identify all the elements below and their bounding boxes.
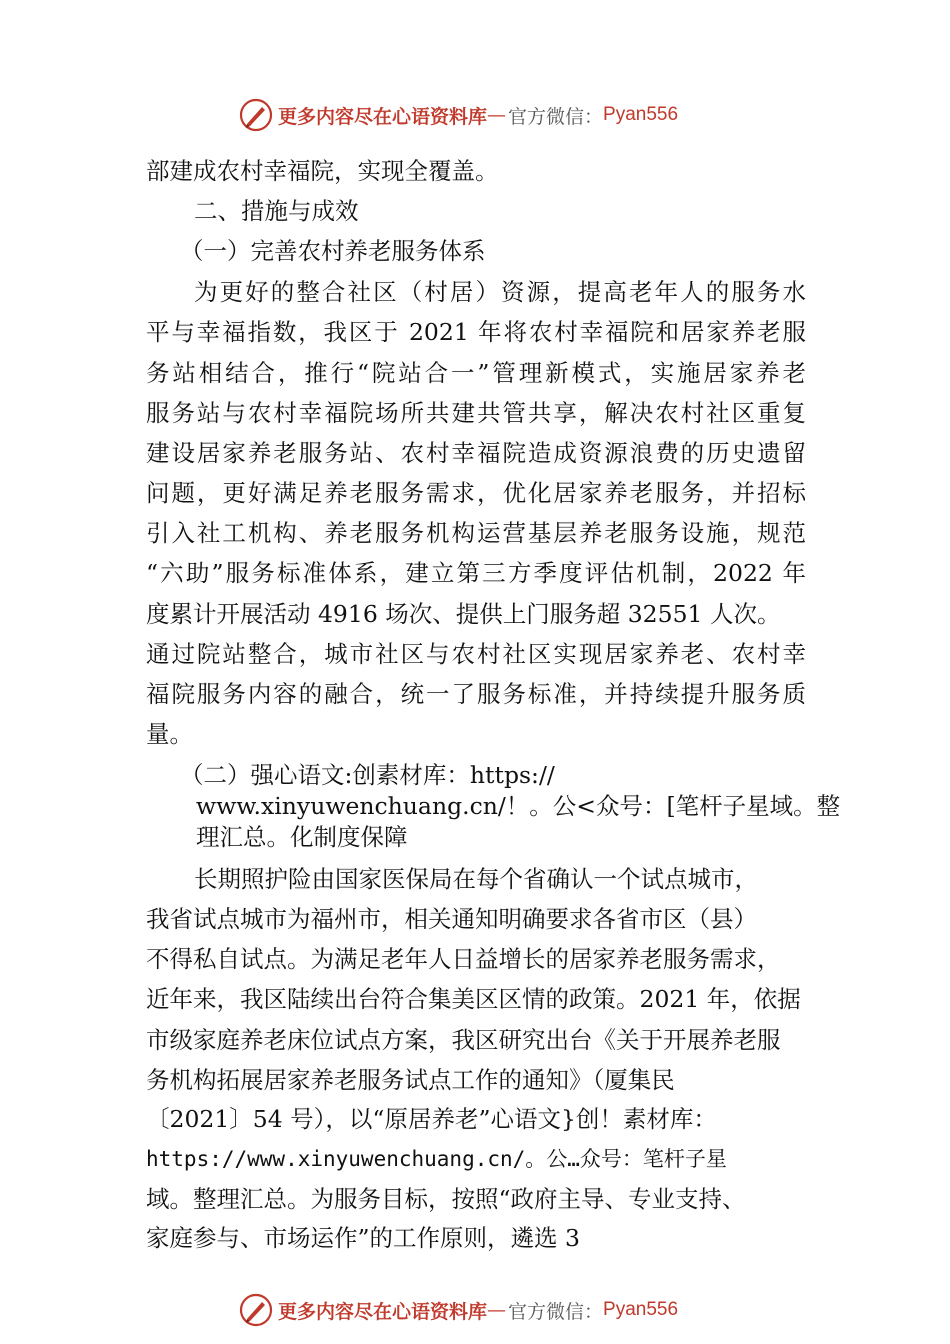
section-heading: 二、措施与成效 xyxy=(194,197,359,225)
text-line: 建设居家养老服务站、农村幸福院造成资源浪费的历史遗留 xyxy=(146,439,806,467)
pen-logo-icon xyxy=(238,97,274,133)
text-line: 福院服务内容的融合，统一了服务标准，并持续提升服务质 xyxy=(146,680,806,708)
banner-main-text: 更多内容尽在心语资料库 xyxy=(278,105,488,128)
text-line: 服务站与农村幸福院场所共建共管共享，解决农村社区重复 xyxy=(146,399,806,427)
text-line: 为更好的整合社区（村居）资源，提高老年人的服务水 xyxy=(194,278,806,306)
banner-wechat-id: Pyan556 xyxy=(603,104,679,125)
pen-logo-icon xyxy=(238,1292,274,1328)
banner-wechat-id: Pyan556 xyxy=(603,1299,679,1320)
text-line: 度累计开展活动 4916 场次、提供上门服务超 32551 人次。 xyxy=(146,600,781,628)
text-line: 〔2021〕54 号），以“原居养老”心语文}创！素材库： xyxy=(146,1105,717,1133)
text-line: 平与幸福指数，我区于 2021 年将农村幸福院和居家养老服 xyxy=(146,318,806,346)
text-line: www.xinyuwenchuang.cn/！。公<众号：[笔杆子星域。整 xyxy=(196,792,841,820)
text-line: 我省试点城市为福州市，相关通知明确要求各省市区（县） xyxy=(146,905,757,933)
banner-wechat-label: 官方微信： xyxy=(508,105,604,128)
subsection-heading-watermarked: （二）强心语文:创素材库：https:// xyxy=(180,761,555,789)
text-line: “六助”服务标准体系，建立第三方季度评估机制，2022 年 xyxy=(146,559,806,587)
text-line: 通过院站整合，城市社区与农村社区实现居家养老、农村幸 xyxy=(146,640,806,668)
text-line: 域。整理汇总。为服务目标，按照“政府主导、专业支持、 xyxy=(146,1185,746,1213)
text-line: 市级家庭养老床位试点方案，我区研究出台《关于开展养老服 xyxy=(146,1026,781,1054)
text-line: https://www.xinyuwenchuang.cn/。公…众号：笔杆子星 xyxy=(146,1147,727,1171)
text-line: 问题，更好满足养老服务需求，优化居家养老服务，并招标 xyxy=(146,479,806,507)
banner-dash: — xyxy=(487,104,507,126)
text-line: 量。 xyxy=(146,720,193,748)
footer-banner xyxy=(238,1290,758,1330)
text-line: 家庭参与、市场运作”的工作原则，遴选 3 xyxy=(146,1224,580,1252)
banner-main-text: 更多内容尽在心语资料库 xyxy=(278,1300,488,1323)
text-line: 不得私自试点。为满足老年人日益增长的居家养老服务需求， xyxy=(146,945,781,973)
text-line: 长期照护险由国家医保局在每个省确认一个试点城市， xyxy=(194,865,758,893)
text-line: 近年来，我区陆续出台符合集美区区情的政策。2021 年，依据 xyxy=(146,985,801,1013)
subsection-heading: （一）完善农村养老服务体系 xyxy=(180,237,486,265)
text-line: 部建成农村幸福院，实现全覆盖。 xyxy=(146,157,499,185)
text-line: 理汇总。化制度保障 xyxy=(196,823,408,851)
text-line: 引入社工机构、养老服务机构运营基层养老服务设施，规范 xyxy=(146,519,806,547)
text-line: 务站相结合，推行“院站合一”管理新模式，实施居家养老 xyxy=(146,359,806,387)
text-line: 务机构拓展居家养老服务试点工作的通知》（厦集民 xyxy=(146,1066,675,1094)
banner-wechat-label: 官方微信： xyxy=(508,1300,604,1323)
banner-dash: — xyxy=(487,1299,507,1321)
header-banner xyxy=(238,95,758,135)
